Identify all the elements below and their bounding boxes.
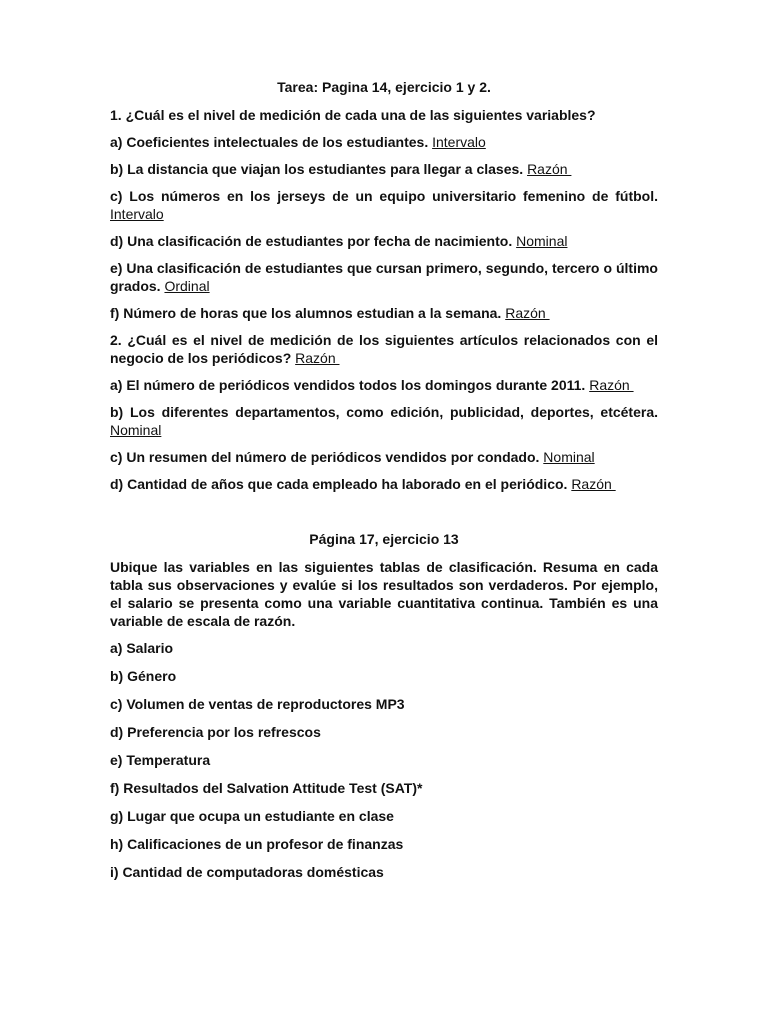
question-2-item: a) El número de periódicos vendidos todos los domingos durante 2011. Razón xyxy=(110,377,634,393)
answer: Razón xyxy=(589,377,634,393)
list-item: d) Preferencia por los refrescos xyxy=(110,724,321,740)
question-1-item: a) Coeficientes intelectuales de los estudiantes. Intervalo xyxy=(110,134,486,150)
answer: Nominal xyxy=(110,422,162,438)
question-2-item: d) Cantidad de años que cada empleado ha laborado en el periódico. Razón xyxy=(110,476,616,492)
question-1-item: f) Número de horas que los alumnos estudian a la semana. Razón xyxy=(110,305,550,321)
answer: Razón xyxy=(527,161,572,177)
answer: Intervalo xyxy=(110,206,164,222)
question-1-item: c) Los números en los jerseys de un equipo universitario femenino de fútbol. Intervalo xyxy=(110,188,658,222)
question-1-item: b) La distancia que viajan los estudiantes para llegar a clases. Razón xyxy=(110,161,572,177)
question-2: 2. ¿Cuál es el nivel de medición de los siguientes artículos relacionados con el negocio de los periódicos? Razón xyxy=(110,332,658,366)
list-item: g) Lugar que ocupa un estudiante en clase xyxy=(110,808,394,824)
document-page xyxy=(110,78,658,891)
answer: Ordinal xyxy=(164,278,210,294)
answer: Intervalo xyxy=(432,134,486,150)
answer: Razón xyxy=(295,350,340,366)
question-1-item: d) Una clasificación de estudiantes por fecha de nacimiento. Nominal xyxy=(110,233,568,249)
question-2-item: b) Los diferentes departamentos, como edición, publicidad, deportes, etcétera. Nominal xyxy=(110,404,658,438)
list-item: b) Género xyxy=(110,668,177,684)
homework-title: Tarea: Pagina 14, ejercicio 1 y 2. xyxy=(277,79,491,95)
answer: Nominal xyxy=(516,233,568,249)
section-spacer xyxy=(110,502,658,530)
list-item: e) Temperatura xyxy=(110,752,211,768)
list-item: f) Resultados del Salvation Attitude Test (SAT)* xyxy=(110,780,423,796)
list-item: h) Calificaciones de un profesor de finanzas xyxy=(110,836,404,852)
list-item: a) Salario xyxy=(110,640,174,656)
exercise-intro: Ubique las variables en las siguientes tablas de clasificación. Resuma en cada tabla sus observaciones y evalúe si los resultados son verdaderos. Por ejemplo, el salario se presenta como una variable cuantitativa continua. También es una variable de escala de razón. xyxy=(110,559,658,629)
question-2-item: c) Un resumen del número de periódicos vendidos por condado. Nominal xyxy=(110,449,595,465)
question-1: 1. ¿Cuál es el nivel de medición de cada una de las siguientes variables? xyxy=(110,107,596,123)
answer: Razón xyxy=(571,476,616,492)
list-item: c) Volumen de ventas de reproductores MP3 xyxy=(110,696,405,712)
question-1-item: e) Una clasificación de estudiantes que cursan primero, segundo, tercero o último grados. Ordinal xyxy=(110,260,658,294)
list-item: i) Cantidad de computadoras domésticas xyxy=(110,864,384,880)
exercise-title: Página 17, ejercicio 13 xyxy=(309,531,459,547)
answer: Nominal xyxy=(543,449,595,465)
answer: Razón xyxy=(505,305,550,321)
